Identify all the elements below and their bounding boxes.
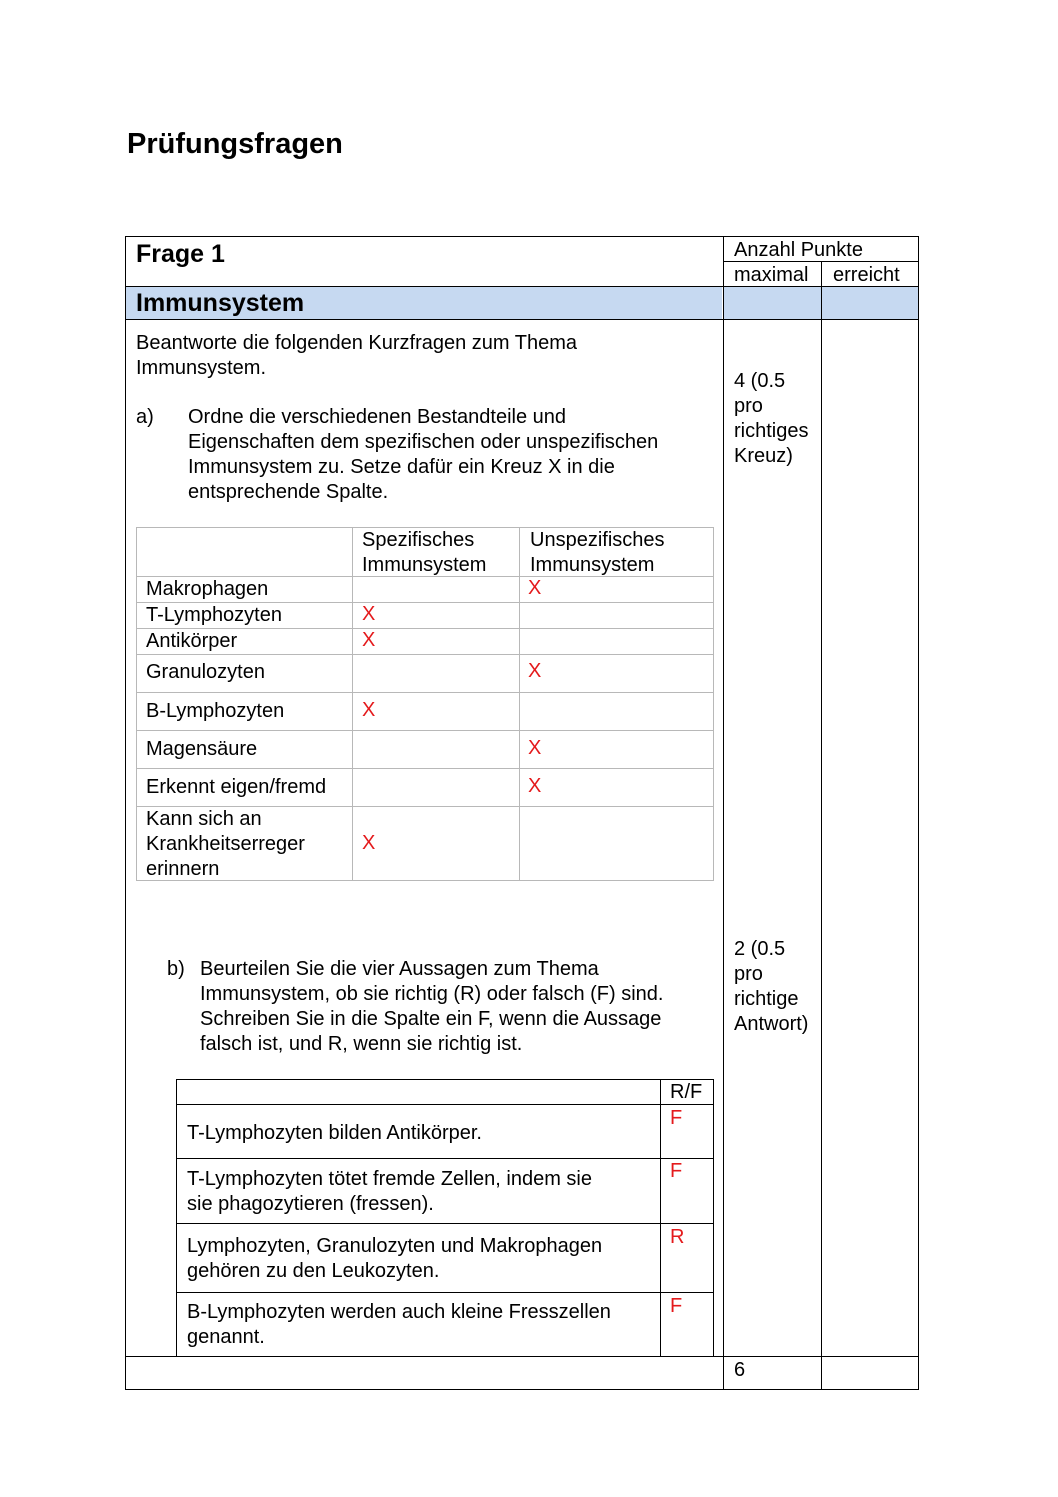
part-a-line: Immunsystem zu. Setze dafür ein Kreuz X in die [188,456,615,478]
row-label [146,699,284,724]
table-b-line [176,1079,714,1080]
col-header-line: Immunsystem [530,554,655,576]
row-label-line: Antikörper [146,630,238,652]
total-row-border [125,1356,919,1357]
topic-bottom-border [125,319,919,320]
part-b-points-line: richtige [734,988,799,1010]
table-a-line [136,527,137,881]
answer-mark: F [670,1295,683,1317]
part-b-points-line: pro [734,963,763,985]
cross-mark: X [528,660,542,682]
intro-line: Beantworte die folgenden Kurzfragen zum Thema [136,332,578,354]
frame-bottom-border [125,1389,919,1390]
cross-mark: X [528,737,542,759]
part-a-line: Eigenschaften dem spezifischen oder unspezifischen [188,431,659,453]
page-title: Prüfungsfragen [127,128,343,160]
table-b-line [176,1223,714,1224]
row-label-line: Makrophagen [146,578,269,600]
table-a-line [136,730,714,731]
question-topic: Immunsystem [136,289,305,317]
table-b-line [176,1104,714,1105]
part-b-marker: b) [167,958,185,980]
points-achieved-label: erreicht [833,264,900,286]
col-header-line: Immunsystem [362,554,487,576]
achieved-column-divider [821,261,822,1390]
col-header-specific [362,528,486,578]
part-a-points [734,369,808,469]
table-b-line [660,1079,661,1357]
row-label-line: Krankheitserreger [146,833,305,855]
table-a-line [136,654,714,655]
part-b-points-line: 2 (0.5 [734,938,786,960]
points-header: Anzahl Punkte [734,239,863,261]
part-a-line: entsprechende Spalte. [188,481,389,503]
statement-line: B-Lymphozyten werden auch kleine Fresszellen [187,1301,611,1323]
col-header-unspecific [530,528,665,578]
part-a-text [188,405,658,505]
table-a-line [713,527,714,881]
part-a-points-line: pro [734,395,763,417]
statement-cell [187,1121,482,1146]
part-a-points-line: richtiges [734,420,809,442]
part-b-points [734,937,808,1037]
cross-mark: X [362,832,376,854]
row-label-line: Kann sich an [146,808,262,830]
rf-col-header: R/F [670,1081,703,1103]
table-b-line [176,1292,714,1293]
row-label [146,603,282,628]
part-b-line: Schreiben Sie in die Spalte ein F, wenn die Aussage [200,1008,662,1030]
frame-top-border [125,236,919,237]
table-a-line [136,768,714,769]
statement-line: genannt. [187,1326,265,1348]
row-label-line: erinnern [146,858,220,880]
cross-mark: X [528,775,542,797]
part-b-text [200,957,663,1057]
answer-mark: R [670,1226,685,1248]
part-a-marker: a) [136,406,154,428]
topic-band-max [724,287,821,319]
cross-mark: X [362,629,376,651]
points-column-divider [723,236,724,1390]
points-max-label: maximal [734,264,809,286]
statement-cell [187,1300,611,1350]
row-label-line: T-Lymphozyten [146,604,282,626]
table-a-line [519,527,520,881]
statement-cell [187,1234,602,1284]
row-label [146,577,268,602]
cross-mark: X [362,699,376,721]
part-b-line: falsch ist, und R, wenn sie richtig ist. [200,1033,523,1055]
part-a-line: Ordne die verschiedenen Bestandteile und [188,406,567,428]
intro-text [136,331,577,381]
row-label [146,737,257,762]
row-label [146,660,265,685]
part-a-points-line: 4 (0.5 [734,370,786,392]
total-max-points: 6 [734,1359,746,1381]
intro-line: Immunsystem. [136,357,267,379]
row-label [146,629,237,654]
cross-mark: X [362,603,376,625]
part-b-line: Immunsystem, ob sie richtig (R) oder falsch (F) sind. [200,983,664,1005]
table-a-line [136,692,714,693]
col-header-line: Spezifisches [362,529,475,551]
frame-left-border [125,236,126,1390]
statement-line: T-Lymphozyten bilden Antikörper. [187,1122,482,1144]
part-a-points-line: Kreuz) [734,445,793,467]
statement-cell [187,1167,592,1217]
statement-line: gehören zu den Leukozyten. [187,1260,440,1282]
statement-line: T-Lymphozyten tötet fremde Zellen, indem sie [187,1168,592,1190]
col-header-line: Unspezifisches [530,529,665,551]
row-label [146,775,326,800]
topic-band-achieved [822,287,918,319]
table-b-line [713,1079,714,1357]
table-a-line [352,527,353,881]
row-label [146,807,305,882]
table-b-line [176,1079,177,1357]
row-label-line: Granulozyten [146,661,265,683]
part-b-line: Beurteilen Sie die vier Aussagen zum Thema [200,958,599,980]
statement-line: Lymphozyten, Granulozyten und Makrophagen [187,1235,603,1257]
part-b-points-line: Antwort) [734,1013,809,1035]
row-label-line: Erkennt eigen/fremd [146,776,327,798]
table-b-line [176,1158,714,1159]
answer-mark: F [670,1160,683,1182]
row-label-line: Magensäure [146,738,258,760]
frame-right-border [918,236,919,1390]
cross-mark: X [528,577,542,599]
question-label: Frage 1 [136,240,225,268]
row-label-line: B-Lymphozyten [146,700,285,722]
statement-line: sie phagozytieren (fressen). [187,1193,434,1215]
answer-mark: F [670,1107,683,1129]
